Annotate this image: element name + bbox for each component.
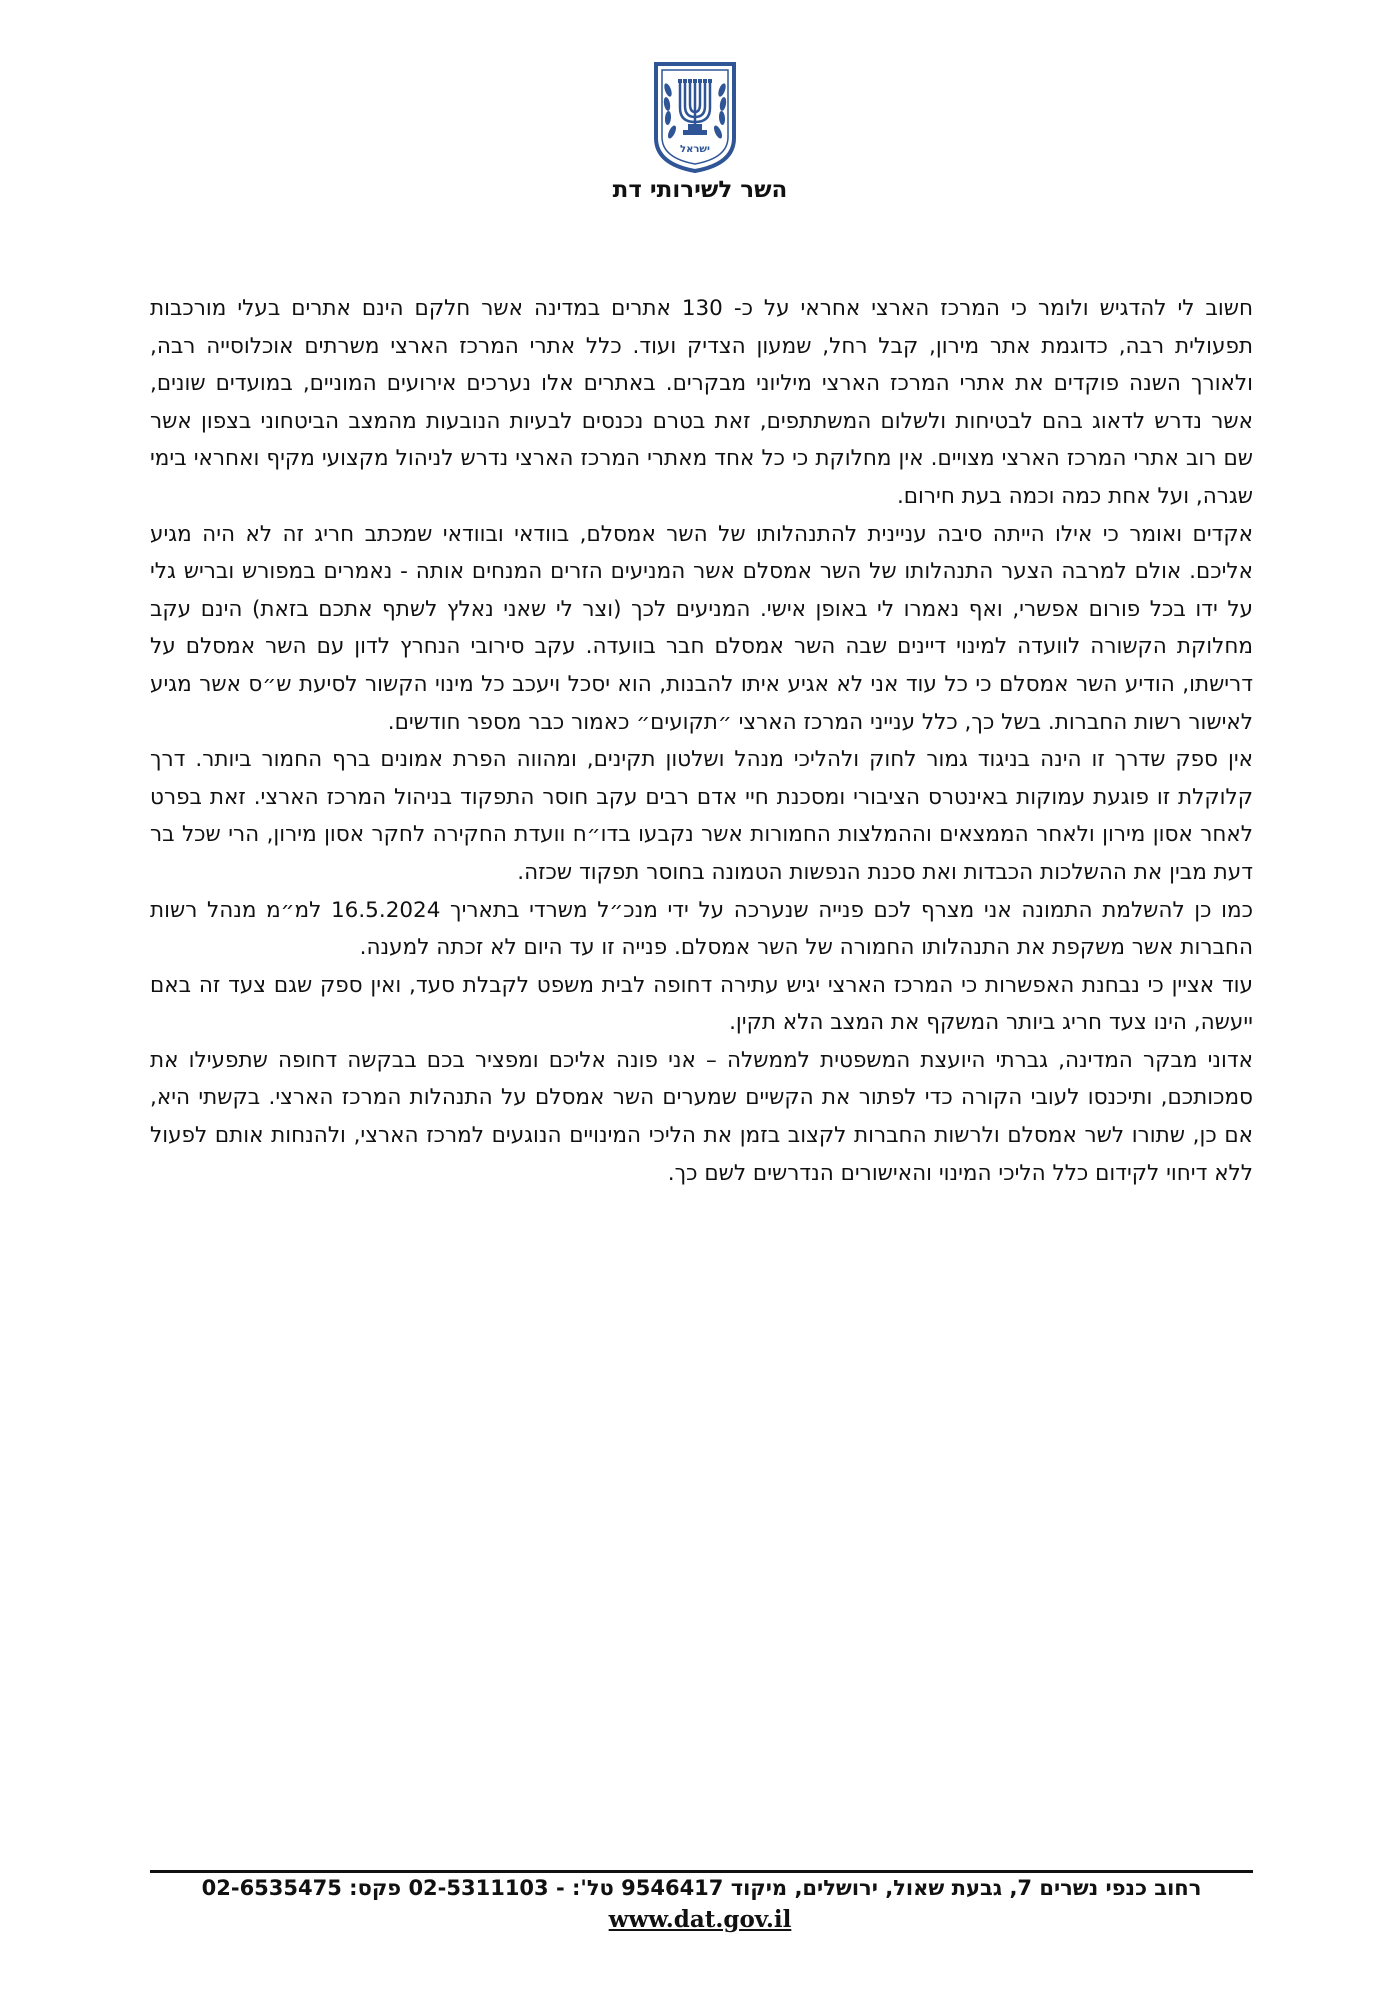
israel-emblem-icon bbox=[650, 60, 740, 174]
footer-address: רחוב כנפי נשרים 7, גבעת שאול, ירושלים, מיקוד 9546417 טל': - 02-5311103 פקס: 02-6535475 bbox=[201, 1876, 1202, 1900]
footer-website-link[interactable]: www.dat.gov.il bbox=[608, 1906, 792, 1933]
letter-paragraph: עוד אציין כי נבחנת האפשרות כי המרכז הארצי יגיש עתירה דחופה לבית משפט לקבלת סעד, ואין ספק שגם צעד זה באם ייעשה, הינו צעד חריג ביותר המשקף את המצב הלא תקין. bbox=[150, 972, 1253, 1036]
letter-paragraph: כמו כן להשלמת התמונה אני מצרף לכם פנייה שנערכה על ידי מנכ״ל משרדי בתאריך 16.5.2024 למ״מ מנהל רשות החברות אשר משקפת את התנהלותו החמורה של השר אמסלם. פנייה זו עד היום לא זכתה למענה. bbox=[150, 897, 1253, 961]
letter-paragraph: חשוב לי להדגיש ולומר כי המרכז הארצי אחראי על כ- 130 אתרים במדינה אשר חלקם הינם אתרים בעלי מורכבות תפעולית רבה, כדוגמת אתר מירון, קבל רחל, שמעון הצדיק ועוד. כלל אתרי המרכז הארצי משרתים אוכלוסייה רבה, ולאורך השנה פוקדים את אתרי המרכז הארצי מיליוני מבקרים. באתרים אלו נערכים אירועים המוניים, במועדים שונים, אשר נדרש לדאוג בהם לבטיחות ולשלום המשתתפים, זאת בטרם נכנסים לבעיות הנובעות מהמצב הביטחוני בצפון אשר שם רוב אתרי המרכז הארצי מצויים. אין מחלוקת כי כל אחד מאתרי המרכז הארצי נדרש לניהול מקצועי מקיף ואחראי בימי שגרה, ועל אחת כמה וכמה בעת חירום. bbox=[150, 296, 1253, 509]
letter-paragraph: אקדים ואומר כי אילו הייתה סיבה עניינית להתנהלותו של השר אמסלם, בוודאי ובוודאי שמכתב חריג זה לא היה מגיע אליכם. אולם למרבה הצער התנהלותו של השר אמסלם אשר המניעים הזרים המנחים אותה - נאמרים במפורש ובריש גלי על ידו בכל פורום אפשרי, ואף נאמרו לי באופן אישי. המניעים לכך (וצר לי שאני נאלץ לשתף אתכם בזאת) הינם עקב מחלוקת הקשורה לוועדה למינוי דיינים שבה השר אמסלם חבר בוועדה. עקב סירובי הנחרץ לדון עם השר אמסלם על דרישתו, הודיע השר אמסלם כי כל עוד אני לא אגיע איתו להבנות, הוא יסכל ויעכב כל מינוי הקשור לסיעת ש״ס אשר מגיע לאישור רשות החברות. בשל כך, כלל ענייני המרכז הארצי ״תקועים״ כאמור כבר מספר חודשים. bbox=[150, 521, 1253, 735]
ministry-title: השר לשירותי דת bbox=[612, 177, 788, 203]
letter-paragraph: אדוני מבקר המדינה, גברתי היועצת המשפטית לממשלה – אני פונה אליכם ומפציר בכם בבקשה דחופה שתפעילו את סמכותכם, ותיכנסו לעובי הקורה כדי לפתור את הקשיים שמערים השר אמסלם על התנהלות המרכז הארצי. בקשתי היא, אם כן, שתורו לשר אמסלם ולרשות החברות לקצוב בזמן את הליכי המינויים הנוגעים למרכז הארצי, ולהנחות אותם לפעול ללא דיחוי לקידום כלל הליכי המינוי והאישורים הנדרשים לשם כך. bbox=[150, 1047, 1253, 1186]
letter-paragraph: אין ספק שדרך זו הינה בניגוד גמור לחוק ולהליכי מנהל ושלטון תקינים, ומהווה הפרת אמונים ברף החמור ביותר. דרך קלוקלת זו פוגעת עמוקות באינטרס הציבורי ומסכנת חיי אדם רבים עקב חוסר התפקוד בניהול המרכז הארצי. זאת בפרט לאחר אסון מירון ולאחר הממצאים וההמלצות החמורות אשר נקבעו בדו״ח וועדת החקירה לחקר אסון מירון, הרי שכל בר דעת מבין את ההשלכות הכבדות ואת סכנת הנפשות הטמונה בחוסר תפקוד שכזה. bbox=[150, 747, 1253, 885]
footer-divider bbox=[150, 1870, 1253, 1873]
letter-body bbox=[150, 290, 1253, 1192]
emblem-inscription: ישראל bbox=[680, 144, 710, 155]
